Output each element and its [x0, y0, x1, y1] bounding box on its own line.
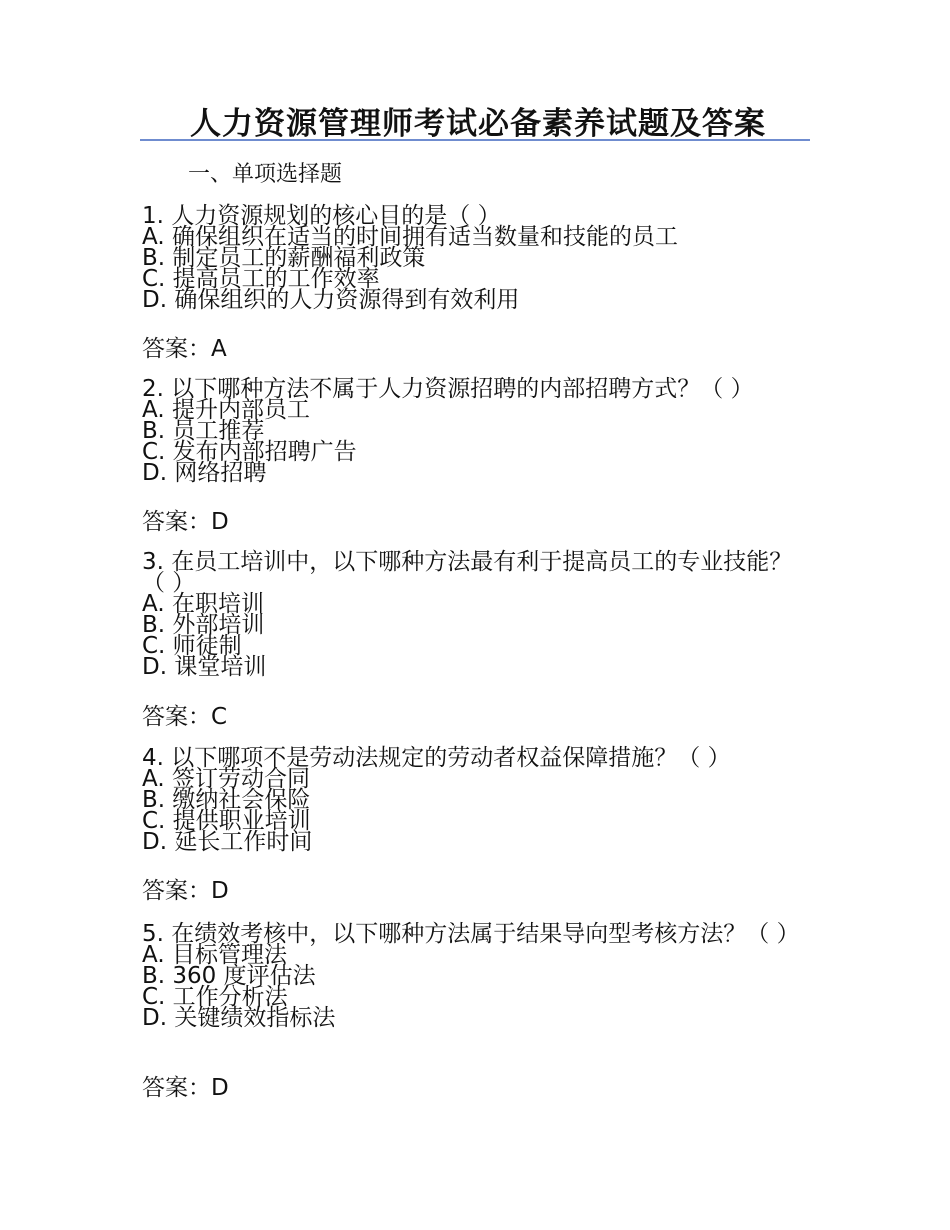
section-heading: 一、单项选择题 — [188, 162, 343, 187]
question-stem: 2. 以下哪种方法不属于人力资源招聘的内部招聘方式？（ ） — [142, 376, 754, 402]
option-c: C. 提高员工的工作效率 — [142, 266, 380, 292]
option-a: A. 在职培训 — [142, 591, 264, 617]
question-1 — [142, 203, 802, 313]
option-d: D. 网络招聘 — [142, 460, 267, 486]
option-b: B. 缴纳社会保险 — [142, 787, 311, 813]
answer-1: 答案：A — [142, 336, 227, 362]
option-a: A. 确保组织在适当的时间拥有适当数量和技能的员工 — [142, 224, 678, 250]
option-d: D. 确保组织的人力资源得到有效利用 — [142, 287, 520, 313]
option-a: A. 签订劳动合同 — [142, 766, 310, 792]
option-c: C. 提供职业培训 — [142, 808, 311, 834]
option-d: D. 关键绩效指标法 — [142, 1005, 336, 1031]
option-a: A. 提升内部员工 — [142, 397, 310, 423]
option-d: D. 课堂培训 — [142, 654, 267, 680]
question-5 — [142, 921, 802, 1031]
option-b: B. 外部培训 — [142, 612, 265, 638]
title-underline — [140, 139, 810, 141]
answer-2: 答案：D — [142, 509, 229, 535]
question-4 — [142, 745, 802, 855]
answer-5: 答案：D — [142, 1075, 229, 1101]
option-b: B. 制定员工的薪酬福利政策 — [142, 245, 426, 271]
question-stem: 3. 在员工培训中，以下哪种方法最有利于提高员工的专业技能？（ ） — [142, 549, 793, 596]
question-stem: 1. 人力资源规划的核心目的是（ ） — [142, 203, 501, 229]
option-b: B. 360 度评估法 — [142, 963, 316, 989]
answer-4: 答案：D — [142, 878, 229, 904]
document-title: 人力资源管理师考试必备素养试题及答案 — [190, 106, 766, 142]
question-2 — [142, 376, 802, 486]
question-stem: 5. 在绩效考核中，以下哪种方法属于结果导向型考核方法？（ ） — [142, 921, 800, 947]
option-b: B. 员工推荐 — [142, 418, 265, 444]
option-c: C. 师徒制 — [142, 633, 242, 659]
option-c: C. 工作分析法 — [142, 984, 288, 1010]
question-3 — [142, 549, 802, 680]
option-c: C. 发布内部招聘广告 — [142, 439, 357, 465]
option-d: D. 延长工作时间 — [142, 829, 313, 855]
answer-3: 答案：C — [142, 704, 228, 730]
option-a: A. 目标管理法 — [142, 942, 287, 968]
question-stem: 4. 以下哪项不是劳动法规定的劳动者权益保障措施？（ ） — [142, 745, 731, 771]
